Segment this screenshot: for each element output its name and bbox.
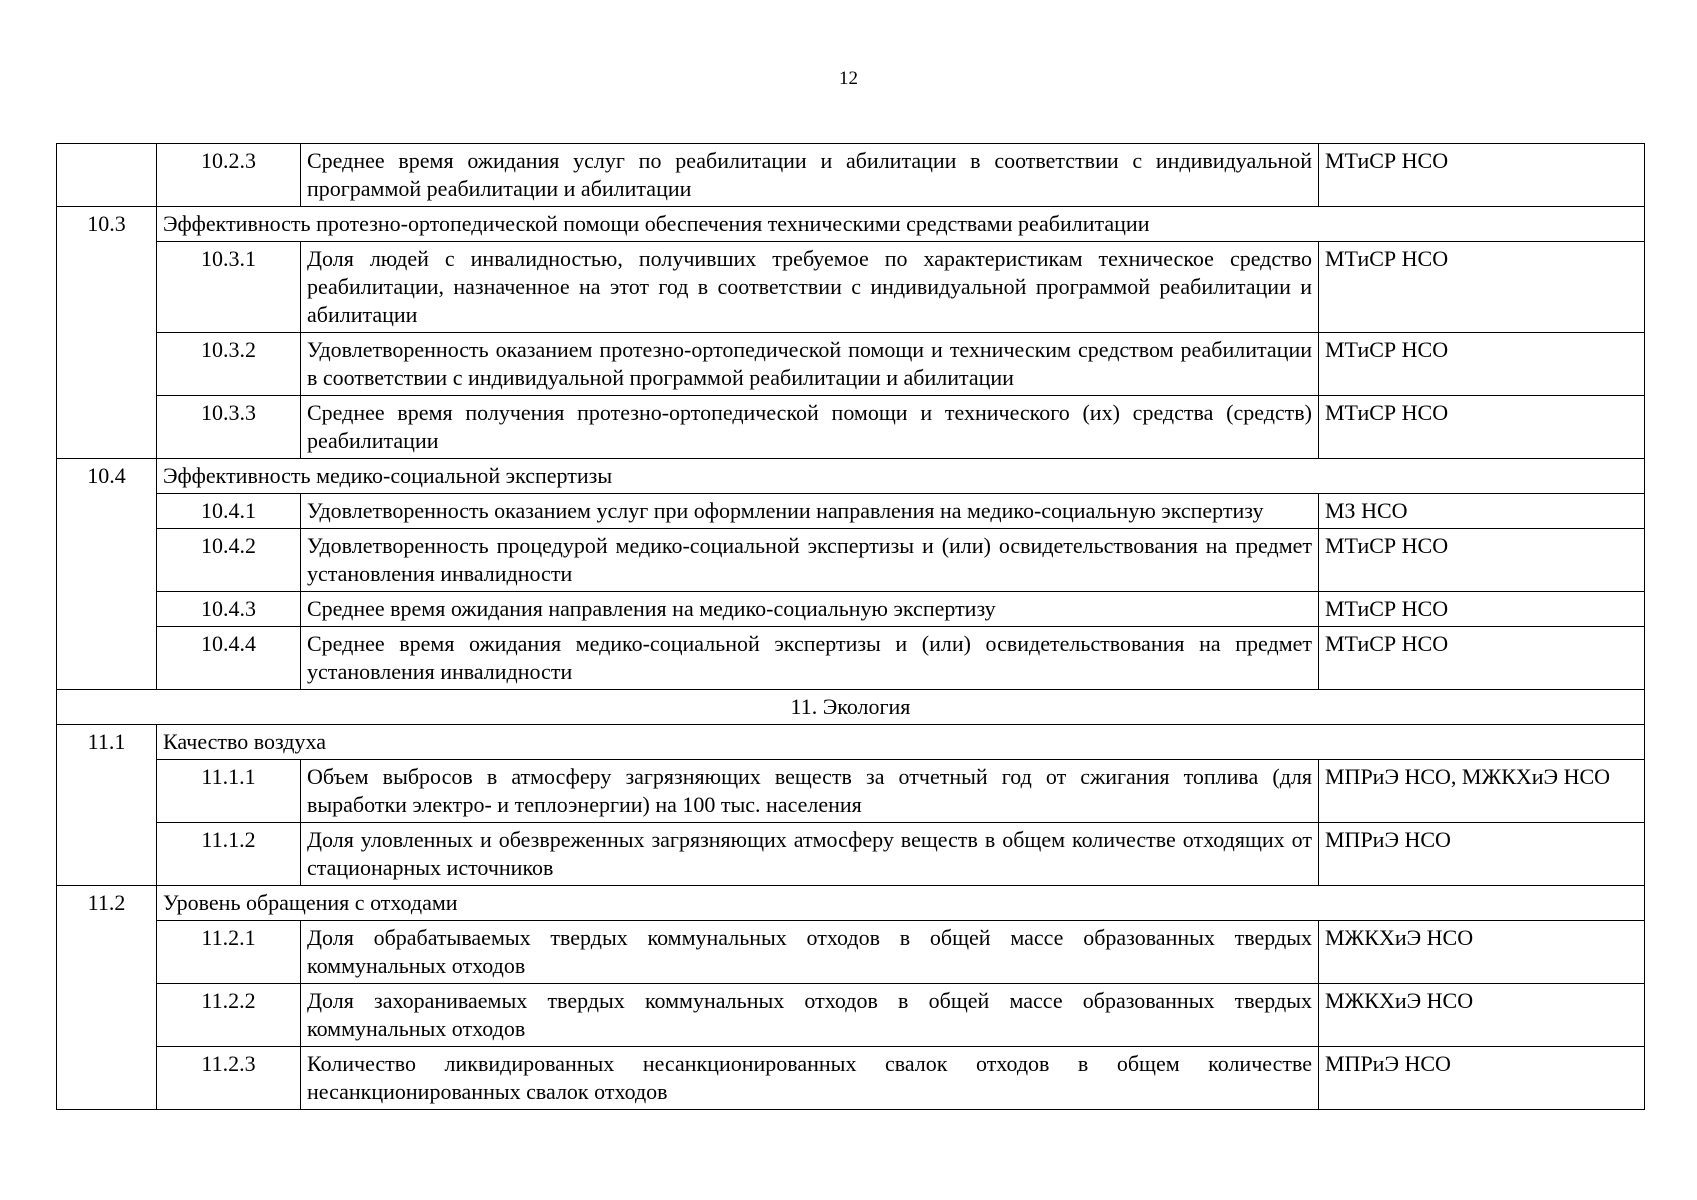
- indicator-number: 10.2.3: [157, 144, 301, 207]
- indicator-description: Среднее время ожидания услуг по реабилитации и абилитации в соответствии с индивидуальной программой реабилитации и абилитации: [301, 144, 1319, 207]
- section-row: [57, 690, 1645, 725]
- responsible-agency: МТиСР НСО: [1319, 592, 1645, 627]
- indicator-description: Среднее время ожидания направления на медико-социальную экспертизу: [301, 592, 1319, 627]
- group-title: Уровень обращения с отходами: [157, 886, 1645, 921]
- indicator-number: 10.4.2: [157, 529, 301, 592]
- table-row: [57, 333, 1645, 396]
- table-row: [57, 592, 1645, 627]
- responsible-agency: МЖКХиЭ НСО: [1319, 921, 1645, 984]
- responsible-agency: МПРиЭ НСО: [1319, 823, 1645, 886]
- responsible-agency: МТиСР НСО: [1319, 144, 1645, 207]
- indicator-number: 10.3.2: [157, 333, 301, 396]
- responsible-agency: МТиСР НСО: [1319, 529, 1645, 592]
- indicators-table: [56, 143, 1645, 1110]
- group-number: 11.2: [57, 886, 157, 1110]
- indicator-number: 10.4.4: [157, 627, 301, 690]
- responsible-agency: МТиСР НСО: [1319, 333, 1645, 396]
- indicator-description: Среднее время ожидания медико-социальной экспертизы и (или) освидетельствования на предмет установления инвалидности: [301, 627, 1319, 690]
- indicator-number: 11.2.3: [157, 1047, 301, 1110]
- indicator-number: 11.1.1: [157, 760, 301, 823]
- table-row: [57, 1047, 1645, 1110]
- indicator-description: Удовлетворенность оказанием протезно-ортопедической помощи и техническим средством реабилитации в соответствии с индивидуальной программой реабилитации и абилитации: [301, 333, 1319, 396]
- group-title: Эффективность протезно-ортопедической помощи обеспечения техническими средствами реабилитации: [157, 207, 1645, 242]
- indicator-description: Доля людей с инвалидностью, получивших требуемое по характеристикам техническое средство реабилитации, назначенное на этот год в соответствии с индивидуальной программой реабилитации и абилитации: [301, 242, 1319, 333]
- indicator-description: Количество ликвидированных несанкционированных свалок отходов в общем количестве несанкционированных свалок отходов: [301, 1047, 1319, 1110]
- table-row: [57, 823, 1645, 886]
- section-title: 11. Экология: [57, 690, 1645, 725]
- responsible-agency: МТиСР НСО: [1319, 627, 1645, 690]
- table-row: [57, 760, 1645, 823]
- responsible-agency: МПРиЭ НСО: [1319, 1047, 1645, 1110]
- indicator-number: 11.1.2: [157, 823, 301, 886]
- indicator-number: 10.3.3: [157, 396, 301, 459]
- table-row: [57, 921, 1645, 984]
- responsible-agency: МТиСР НСО: [1319, 242, 1645, 333]
- group-row: [57, 459, 1645, 494]
- indicator-number: 10.4.1: [157, 494, 301, 529]
- table-row: [57, 144, 1645, 207]
- group-number: 11.1: [57, 725, 157, 886]
- indicator-description: Доля уловленных и обезвреженных загрязняющих атмосферу веществ в общем количестве отходящих от стационарных источников: [301, 823, 1319, 886]
- table-row: [57, 242, 1645, 333]
- group-number: 10.3: [57, 207, 157, 459]
- table-row: [57, 494, 1645, 529]
- responsible-agency: МПРиЭ НСО, МЖКХиЭ НСО: [1319, 760, 1645, 823]
- group-title: Качество воздуха: [157, 725, 1645, 760]
- group-number-cell: [57, 144, 157, 207]
- responsible-agency: МЖКХиЭ НСО: [1319, 984, 1645, 1047]
- responsible-agency: МЗ НСО: [1319, 494, 1645, 529]
- indicator-description: Доля захораниваемых твердых коммунальных отходов в общей массе образованных твердых коммунальных отходов: [301, 984, 1319, 1047]
- group-row: [57, 725, 1645, 760]
- table-row: [57, 396, 1645, 459]
- table-row: [57, 627, 1645, 690]
- indicator-number: 10.4.3: [157, 592, 301, 627]
- group-number: 10.4: [57, 459, 157, 690]
- indicator-number: 11.2.2: [157, 984, 301, 1047]
- responsible-agency: МТиСР НСО: [1319, 396, 1645, 459]
- indicator-description: Доля обрабатываемых твердых коммунальных отходов в общей массе образованных твердых коммунальных отходов: [301, 921, 1319, 984]
- table-row: [57, 984, 1645, 1047]
- indicator-description: Удовлетворенность процедурой медико-социальной экспертизы и (или) освидетельствования на предмет установления инвалидности: [301, 529, 1319, 592]
- group-title: Эффективность медико-социальной экспертизы: [157, 459, 1645, 494]
- indicator-number: 11.2.1: [157, 921, 301, 984]
- page-number: 12: [839, 68, 858, 89]
- group-row: [57, 207, 1645, 242]
- indicator-description: Объем выбросов в атмосферу загрязняющих веществ за отчетный год от сжигания топлива (для выработки электро- и теплоэнергии) на 100 тыс. населения: [301, 760, 1319, 823]
- indicator-number: 10.3.1: [157, 242, 301, 333]
- table-row: [57, 529, 1645, 592]
- indicator-description: Среднее время получения протезно-ортопедической помощи и технического (их) средства (средств) реабилитации: [301, 396, 1319, 459]
- group-row: [57, 886, 1645, 921]
- indicator-description: Удовлетворенность оказанием услуг при оформлении направления на медико-социальную экспертизу: [301, 494, 1319, 529]
